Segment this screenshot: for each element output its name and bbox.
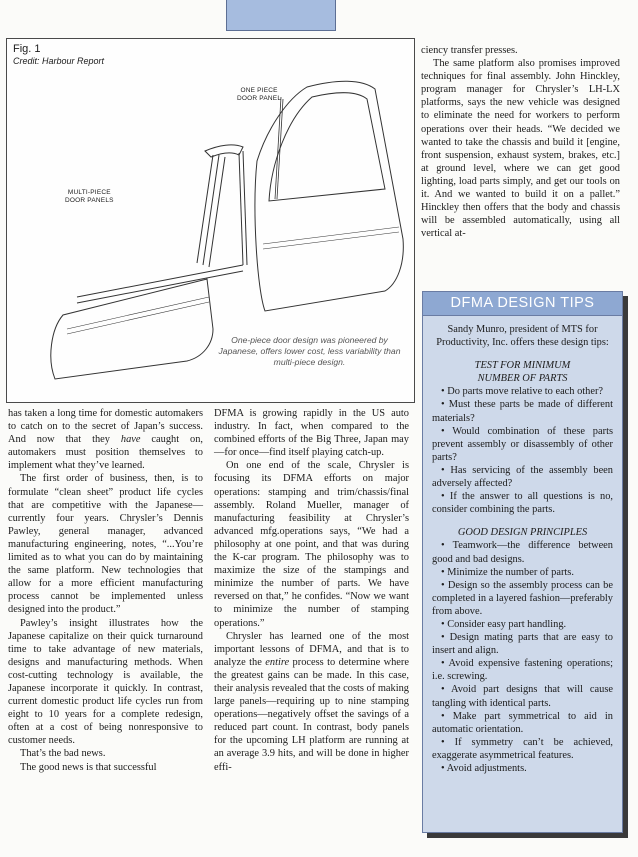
multi-piece-label-line-2: DOOR PANELS: [65, 197, 114, 204]
figure-caption: One-piece door design was pioneered by Japanese, offers lower cost, less variability than multi-piece design.: [218, 335, 401, 367]
sidebar-tip-item: • If symmetry can’t be achieved, exaggerate asymmetrical features.: [432, 736, 613, 762]
one-piece-door-label: [237, 87, 281, 103]
sidebar-tip-item: • Avoid adjustments.: [432, 762, 613, 775]
one-piece-label-line-1: ONE PIECE: [240, 87, 278, 94]
sidebar-tip-item: • Make part symmetrical to aid in automatic orientation.: [432, 710, 613, 736]
sidebar-tip-item: • Design so the assembly process can be completed in a layered fashion—preferably from above.: [432, 579, 613, 618]
one-piece-door-drawing: [255, 81, 403, 311]
figure-label: Fig. 1: [13, 43, 41, 55]
sidebar-section-gap: [432, 516, 613, 526]
dfma-design-tips-sidebar: [422, 291, 623, 833]
multi-piece-door-label: [65, 189, 114, 205]
sidebar-tip-item: • Avoid expensive fastening operations; i.e. screwing.: [432, 657, 613, 683]
sidebar-intro: Sandy Munro, president of MTS for Productivity, Inc. offers these design tips:: [436, 324, 609, 349]
article-column-3: [421, 44, 620, 240]
sidebar-tip-item: • Minimize the number of parts.: [432, 566, 613, 579]
paragraph: DFMA is growing rapidly in the US auto industry. In fact, when compared to the combined efforts of the Big Three, Japan may—for once—find itself playing catch-up.: [214, 408, 409, 459]
sidebar-title: DFMA DESIGN TIPS: [423, 292, 622, 316]
figure-credit: Credit: Harbour Report: [13, 56, 105, 66]
sidebar-tip-item: • Must these parts be made of different materials?: [432, 398, 613, 424]
paragraph: On one end of the scale, Chrysler is focusing its DFMA efforts on major operations: stamping and trim/chassis/final assembly. Roland Mueller, manager of manufacturing feasibility at Chrysler’s advanced mfg.operations says, “We had a philosophy at one point, and that was during the K-car program. The philosophy was to maximize the size of the stampings and minimize the number of parts. We have reversed on that,” he confides. “Now we want to minimize the number of stamping operations.”: [214, 460, 409, 629]
sidebar-section-heading: TEST FOR MINIMUM: [474, 360, 571, 372]
article-column-1: [8, 407, 203, 774]
paragraph: Pawley’s insight illustrates how the Japanese capitalize on their quick turnaround time to take advantage of new materials, designs and manufacturing methods. When cost-cutting technology is available, the Japanese incorporate it quickly. In contrast, current domestic product life cycles run from eight to 10 years for a complete redesign, often at a cost of being nonresponsive to customer needs.: [8, 617, 203, 747]
multi-piece-frame-drawing: [77, 145, 247, 303]
header-color-tab: [226, 0, 336, 31]
paragraph: ciency transfer presses.: [421, 45, 518, 56]
paragraph: The first order of business, then, is to formulate “clean sheet” product life cycles that are competitive with the Japanese—currently four years. Chrysler’s Dennis Pawley, general manager, advanced manufacturing engineering, notes, “...You’re limited as to what you can do by maintaining the same platform. New technologies that allow for a more efficient manufacturing process cannot be implemented unless designed into the product.”: [8, 473, 203, 616]
paragraph: That’s the bad news.: [20, 748, 106, 760]
one-piece-label-line-2: DOOR PANEL: [237, 95, 282, 102]
sidebar-tip-item: • Design mating parts that are easy to insert and align.: [432, 631, 613, 657]
multi-piece-label-line-1: MULTI-PIECE: [67, 189, 111, 196]
sidebar-section-heading: GOOD DESIGN PRINCIPLES: [457, 527, 588, 539]
paragraph: The good news is that successful: [20, 761, 157, 773]
sidebar-body: [423, 316, 622, 775]
sidebar-tip-item: • Teamwork—the difference between good and bad designs.: [432, 539, 613, 565]
sidebar-tip-item: • If the answer to all questions is no, consider combining the parts.: [432, 490, 613, 516]
paragraph: Chrysler has learned one of the most important lessons of DFMA, and that is to analyze the entire process to determine where the greatest gains can be made. In this case, their analysis revealed that the costs of making large panels—requiring up to nine stamping operations—negatively offset the savings of a reduced part count. In contrast, body panels for the upcoming LH platform are running at an average 3.9 hits, and will be done in higher effi-: [214, 630, 409, 773]
paragraph: The same platform also promises improved techniques for final assembly. John Hinckley, program manager for Chrysler’s LH-LX platforms, says the new vehicle was designed to eliminate the need for workers to perform operations over their heads. “We decided we wanted to take the chassis and build it [engine, front suspension, exhaust system, brakes, etc.] at ground level, where we can get good lighting, load parts simply, and get our tools on it. And we wanted to build it on a pallet.” Hinckley then offers that the body and chassis will be assembled automatically, using all vertical at-: [421, 58, 620, 240]
multi-piece-panel-drawing: [51, 279, 213, 379]
sidebar-tip-item: • Would combination of these parts prevent assembly or disassembly of other parts?: [432, 425, 613, 464]
sidebar-tip-item: • Has servicing of the assembly been adversely affected?: [432, 464, 613, 490]
sidebar-tip-item: • Consider easy part handling.: [432, 618, 613, 631]
sidebar-tip-item: • Avoid part designs that will cause tangling with identical parts.: [432, 683, 613, 709]
sidebar-tip-item: • Do parts move relative to each other?: [432, 385, 613, 398]
sidebar-section-heading: NUMBER OF PARTS: [477, 373, 568, 385]
figure-box: [6, 38, 415, 403]
paragraph: has taken a long time for domestic automakers to catch on to the secret of Japan’s success. And now that they have caught on, automakers must position themselves to implement what they’ve learned.: [8, 408, 203, 472]
article-column-2: [214, 407, 409, 774]
